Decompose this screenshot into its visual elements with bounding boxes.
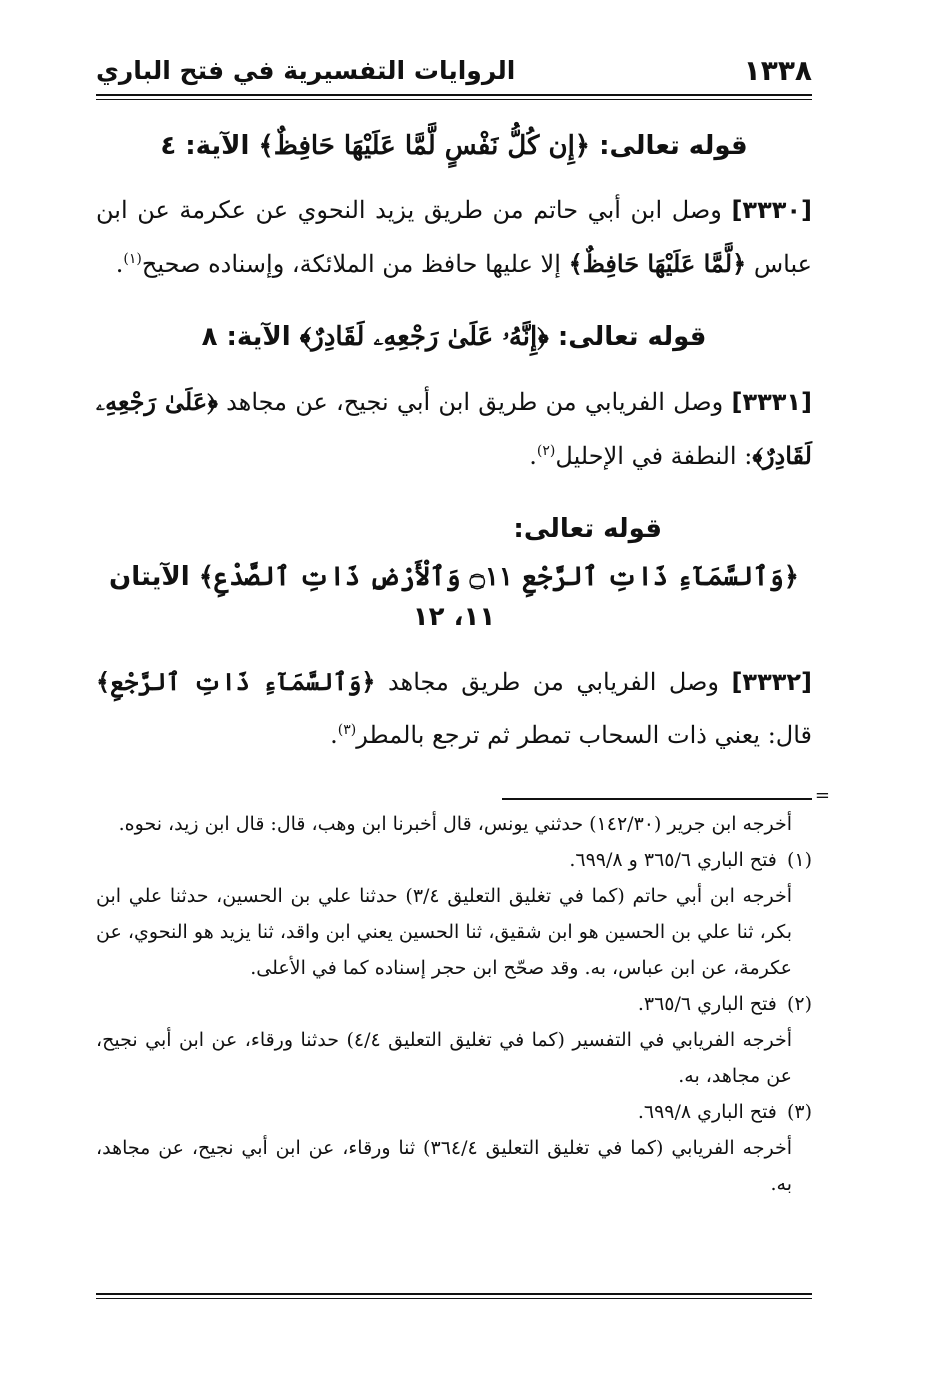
heading-prefix: قوله تعالى: [599, 131, 748, 161]
sentence-end: . [529, 442, 537, 470]
narration-number: [٣٣٣١] [731, 388, 812, 416]
footnote-1-source-text: فتح الباري ٣٦٥/٦ و ٦٩٩/٨. [569, 849, 777, 871]
footnote-3-note: أخرجه الفريابي (كما في تغليق التعليق ٣٦٤/٤) ثنا ورقاء، عن ابن أبي نجيح، عن مجاهد، به. [96, 1137, 792, 1195]
heading-verse-ref: الآية: ٨ [201, 322, 291, 352]
narration-text: وصل ابن أبي حاتم من طريق يزيد النحوي عن عكرمة عن ابن عباس [96, 196, 812, 278]
footnote-1-note: أخرجه ابن أبي حاتم (كما في تغليق التعليق ٣/٤) حدثنا علي بن الحسين، حدثنا علي ابن بكر، ثنا علي بن الحسين هو ابن شقيق، ثنا الحسين يعني ابن واقد، ثنا يزيد هو النحوي، عن عكرمة، عن ابن عباس، به. وقد صحّح ابن حجر إسناده كما في الأعلى. [96, 885, 792, 979]
heading-quran-text: ﴿إِنَّهُۥ عَلَىٰ رَجْعِهِۦ لَقَادِرٌ﴾ [299, 322, 549, 352]
footnote-1-source [96, 842, 812, 878]
heading-quran-text: ﴿إِن كُلُّ نَفْسٍ لَّمَّا عَلَيْهَا حَافِظٌ﴾ [258, 131, 591, 161]
narration-number: [٣٣٣٠] [731, 196, 812, 224]
narration-quote: ﴿عَلَىٰ رَجْعِهِۦ لَقَادِرٌ﴾ [96, 387, 812, 470]
heading-verse-ref: الآيتان ١١، ١٢ [109, 562, 496, 632]
sentence-end: . [115, 250, 124, 278]
header-rule [96, 94, 812, 100]
running-head [96, 50, 812, 94]
footnote-2-label: (٢) [786, 993, 812, 1015]
footnote-3-label: (٣) [786, 1101, 812, 1123]
narration-text: : النطفة في الإحليل [555, 442, 753, 470]
narration-quote: ﴿لَّمَّا عَلَيْهَا حَافِظٌ﴾ [568, 249, 747, 278]
footnote-2-source [96, 986, 812, 1022]
page-number: ١٣٣٨ [743, 54, 812, 87]
footnote-3-source [96, 1094, 812, 1130]
narration-text: وصل الفريابي من طريق ابن أبي نجيح، عن مجاهد [226, 388, 724, 416]
narration-3331 [96, 375, 812, 483]
heading-prefix: قوله تعالى: [557, 322, 707, 352]
footnote-3-source-text: فتح الباري ٦٩٩/٨. [637, 1101, 777, 1123]
section-heading-verse-4 [96, 126, 812, 166]
section-heading-verses-11-12-label [96, 509, 812, 549]
section-heading-verse-8 [96, 317, 812, 357]
footnote-separator [502, 798, 812, 800]
heading-verse-ref: الآية: ٤ [160, 131, 250, 161]
heading-prefix: قوله تعالى: [513, 514, 662, 544]
continuation-mark: = [814, 785, 830, 806]
heading-quran-text: ﴿وَٱلسَّمَآءِ ذَاتِ ٱلرَّجْعِ ۝١١ وَٱلْأَرْضِ ذَاتِ ٱلصَّدْعِ﴾ [198, 562, 799, 592]
book-page [96, 50, 830, 1202]
footnote-ref[interactable]: (٢) [536, 443, 556, 459]
bottom-rule [96, 1293, 812, 1299]
narration-text: إلا عليها حافظ من الملائكة، وإسناده صحيح [141, 250, 561, 278]
narration-number: [٣٣٣٢] [731, 668, 812, 696]
footnote-continuation: أخرجه ابن جرير (١٤٢/٣٠) حدثني يونس، قال أخبرنا ابن وهب، قال: قال ابن زيد، نحوه. [118, 813, 792, 835]
narration-quote: ﴿وَٱلسَّمَآءِ ذَاتِ ٱلرَّجْعِ﴾ [96, 667, 376, 696]
footnote-1-label: (١) [786, 849, 812, 871]
footnotes [96, 785, 830, 1202]
footnote-2-note: أخرجه الفريابي في التفسير (كما في تغليق التعليق ٤/٤) حدثنا ورقاء، عن ابن أبي نجيح، عن مجاهد، به. [96, 1029, 792, 1087]
narration-3330 [96, 184, 812, 291]
footnote-2-source-text: فتح الباري ٣٦٥/٦. [637, 993, 777, 1015]
footnote-ref[interactable]: (٣) [337, 722, 357, 738]
footnote-ref[interactable]: (١) [123, 251, 142, 267]
narration-3332 [96, 655, 812, 762]
narration-text: وصل الفريابي من طريق مجاهد [387, 668, 719, 696]
section-heading-verses-11-12 [96, 557, 812, 637]
narration-text: قال: يعني ذات السحاب تمطر ثم ترجع بالمطر [356, 721, 812, 749]
running-title: الروايات التفسيرية في فتح الباري [96, 56, 516, 85]
sentence-end: . [330, 721, 338, 749]
